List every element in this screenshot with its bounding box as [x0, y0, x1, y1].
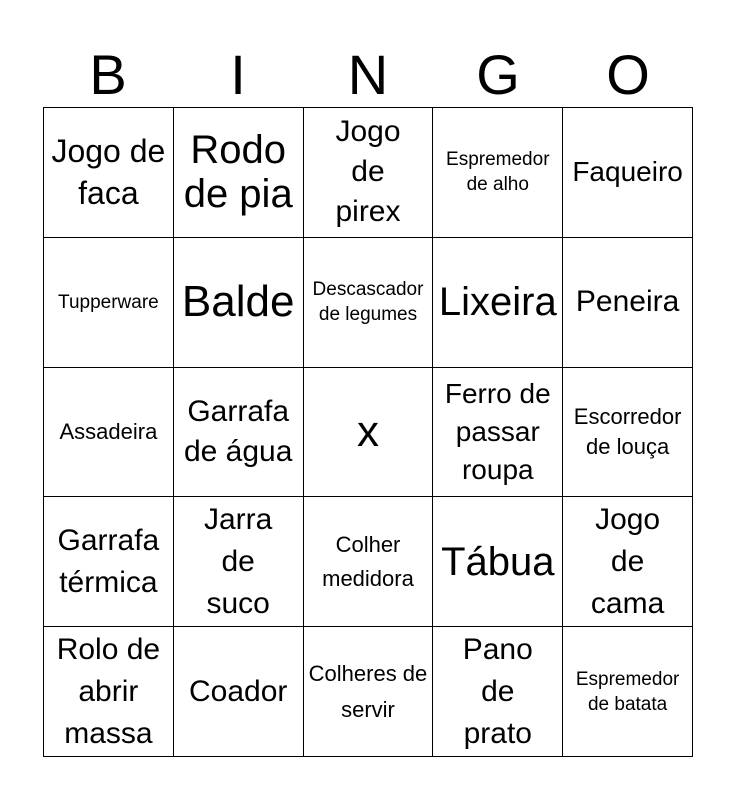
cell-text: Coador: [188, 674, 288, 708]
header-letter-b: B: [89, 43, 127, 106]
cell-text: Jarra de suco: [204, 502, 273, 620]
bingo-cell[interactable]: [44, 238, 174, 368]
bingo-cell[interactable]: [304, 627, 434, 757]
cell-text: Jogo de cama: [590, 502, 665, 620]
cell-text: Descascador de legumes: [312, 279, 424, 326]
header-letter-n: N: [347, 43, 389, 106]
bingo-cell[interactable]: [433, 238, 563, 368]
bingo-cell[interactable]: [44, 108, 174, 238]
cell-text: Garrafa térmica: [57, 523, 160, 599]
bingo-cell[interactable]: [433, 368, 563, 498]
bingo-cell[interactable]: [433, 497, 563, 627]
cell-text: Rolo de abrir massa: [56, 632, 161, 750]
bingo-cell[interactable]: [563, 368, 693, 498]
header-letter-o: O: [606, 43, 650, 106]
header-letter-i: I: [230, 43, 246, 106]
bingo-cell[interactable]: [174, 368, 304, 498]
bingo-cell[interactable]: [563, 497, 693, 627]
cell-text: Rodo de pia: [183, 128, 293, 217]
bingo-cell[interactable]: [304, 108, 434, 238]
bingo-cell[interactable]: [44, 497, 174, 627]
cell-text: Espremedor de batata: [575, 668, 680, 715]
cell-text: Tábua: [441, 539, 555, 584]
cell-text: Colher medidora: [322, 531, 414, 591]
cell-text: Espremedor de alho: [446, 149, 550, 196]
bingo-card-grid: [43, 107, 693, 757]
cell-text: Pano de prato: [462, 632, 533, 750]
bingo-cell[interactable]: [563, 238, 693, 368]
bingo-cell[interactable]: [304, 238, 434, 368]
cell-text: Escorredor de louça: [573, 403, 682, 459]
bingo-cell[interactable]: [563, 108, 693, 238]
cell-text: Colheres de servir: [308, 660, 428, 722]
bingo-cell[interactable]: [433, 108, 563, 238]
bingo-cell[interactable]: [44, 627, 174, 757]
bingo-cell[interactable]: [304, 497, 434, 627]
cell-text: Faqueiro: [572, 156, 683, 188]
bingo-cell[interactable]: [433, 627, 563, 757]
cell-text: Balde: [181, 277, 295, 327]
bingo-cell[interactable]: [174, 627, 304, 757]
cell-text: Garrafa de água: [183, 394, 293, 468]
free-space-mark: x: [356, 406, 379, 456]
free-space-cell[interactable]: [304, 368, 434, 498]
cell-text: Tupperware: [58, 291, 159, 313]
bingo-cell[interactable]: [174, 497, 304, 627]
header-letter-g: G: [476, 43, 520, 106]
bingo-cell[interactable]: [174, 108, 304, 238]
cell-text: Peneira: [575, 285, 680, 319]
cell-text: Jogo de faca: [51, 133, 166, 212]
bingo-header: [43, 42, 693, 108]
bingo-cell[interactable]: [174, 238, 304, 368]
cell-text: Assadeira: [59, 418, 158, 444]
bingo-cell[interactable]: [44, 368, 174, 498]
cell-text: Lixeira: [438, 280, 557, 325]
cell-text: Jogo de pirex: [335, 115, 401, 229]
bingo-cell[interactable]: [563, 627, 693, 757]
cell-text: Ferro de passar roupa: [444, 377, 551, 485]
